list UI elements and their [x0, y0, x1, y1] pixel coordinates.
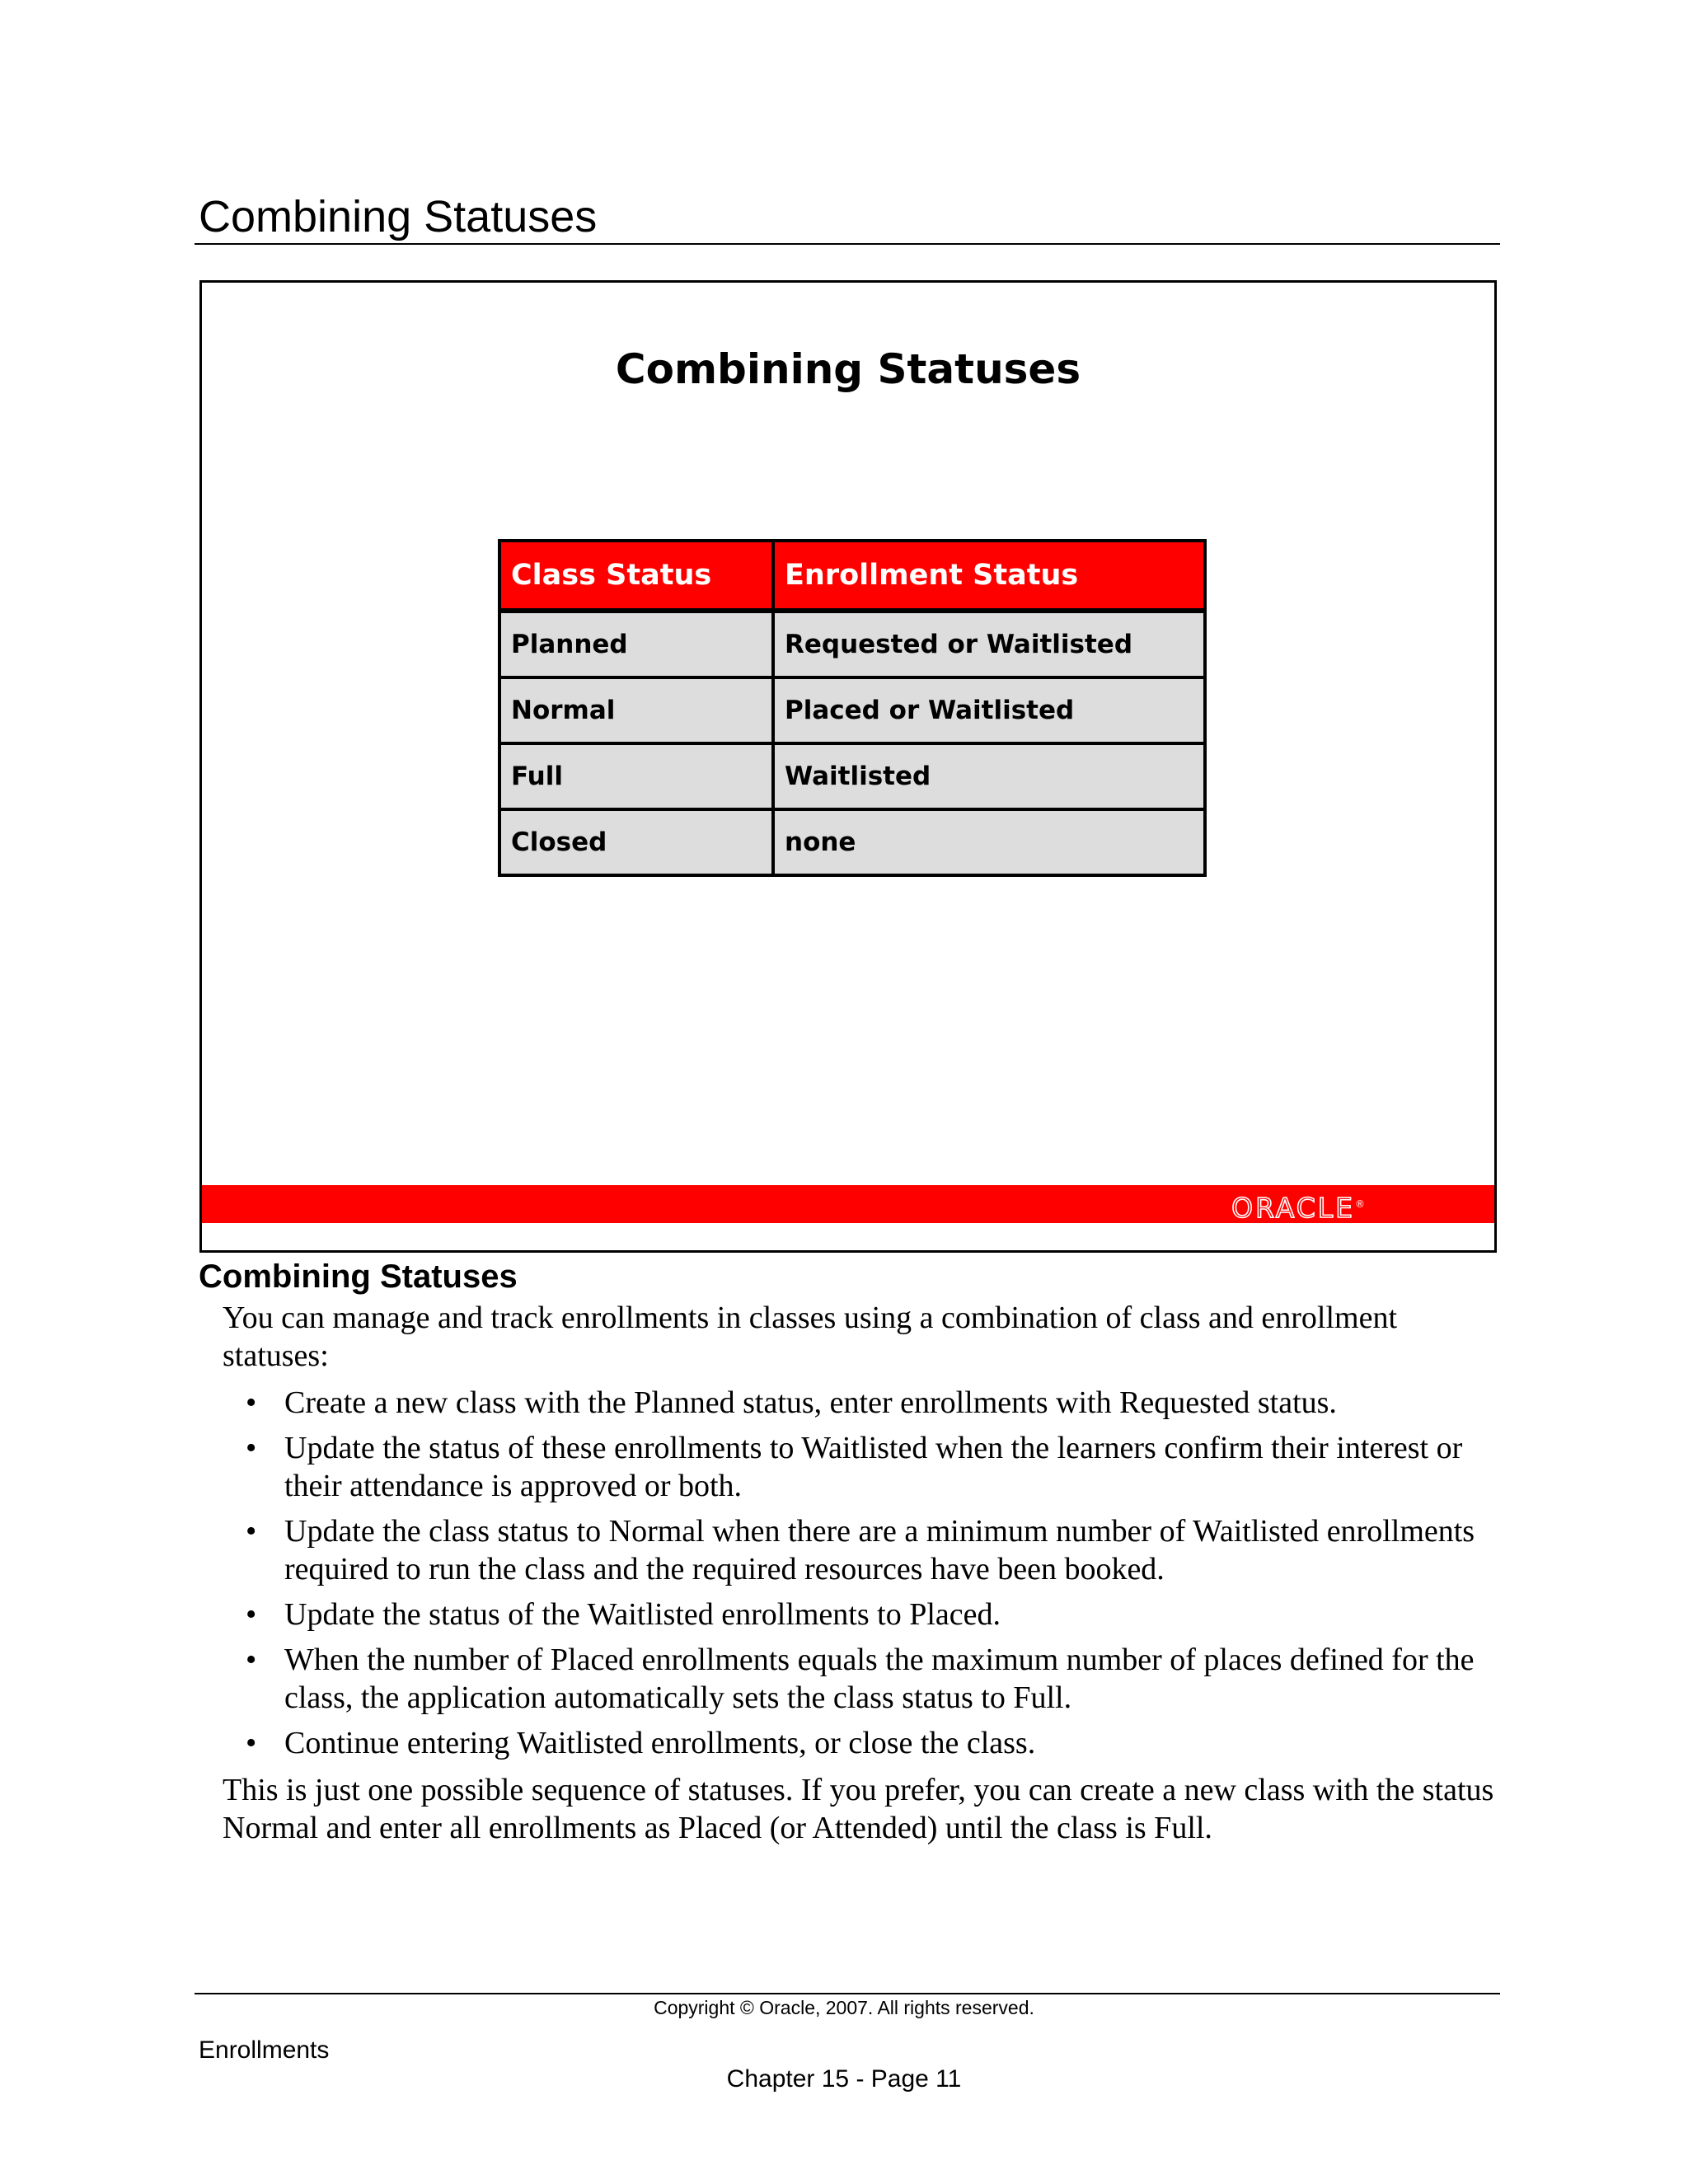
- status-table: [498, 539, 1207, 877]
- footer-page-number: Chapter 15 - Page 11: [726, 2065, 962, 2093]
- column-header-class-status: Class Status: [499, 541, 773, 611]
- list-item: [223, 1724, 1508, 1762]
- list-item: [223, 1512, 1508, 1588]
- table-row: [499, 809, 1205, 875]
- enrollment-status-cell: Requested or Waitlisted: [773, 611, 1205, 677]
- bullet-icon: •: [246, 1726, 257, 1760]
- bullet-icon: •: [246, 1431, 257, 1465]
- notes-intro: You can manage and track enrollments in classes using a combination of class and enrollment statuses:: [223, 1301, 1397, 1373]
- bullet-text: Update the status of the Waitlisted enrollments to Placed.: [284, 1597, 1001, 1632]
- list-item: [223, 1384, 1508, 1422]
- bullet-icon: •: [246, 1385, 257, 1420]
- bullet-text: Create a new class with the Planned status, enter enrollments with Requested status.: [284, 1385, 1337, 1420]
- page-title: Combining Statuses: [199, 192, 598, 241]
- class-status-cell: Normal: [499, 677, 773, 743]
- table-header-row: [499, 541, 1205, 611]
- footer-divider: [195, 1993, 1500, 1994]
- notes-bullet-list: [223, 1384, 1508, 1762]
- slide-frame: [199, 280, 1497, 1253]
- notes-closing: This is just one possible sequence of statuses. If you prefer, you can create a new class with the status Normal and enter all enrollments as Placed (or Attended) until the class is Full.: [223, 1773, 1494, 1845]
- class-status-cell: Planned: [499, 611, 773, 677]
- class-status-cell: Full: [499, 743, 773, 809]
- title-divider: [195, 243, 1500, 245]
- notes-body: [223, 1299, 1508, 1847]
- table-row: [499, 743, 1205, 809]
- oracle-logo-text: ORACLE: [1231, 1192, 1355, 1224]
- bullet-text: Continue entering Waitlisted enrollments, or close the class.: [284, 1726, 1036, 1760]
- notes-heading: Combining Statuses: [199, 1258, 518, 1295]
- bullet-text: When the number of Placed enrollments equals the maximum number of places defined for the class, the application automatically sets the class status to Full.: [284, 1643, 1475, 1715]
- list-item: [223, 1596, 1508, 1633]
- table-row: [499, 677, 1205, 743]
- table-row: [499, 611, 1205, 677]
- footer-section-name: Enrollments: [199, 2036, 330, 2064]
- class-status-cell: Closed: [499, 809, 773, 875]
- bullet-text: Update the status of these enrollments to Waitlisted when the learners confirm their interest or their attendance is approved or both.: [284, 1431, 1463, 1503]
- bullet-text: Update the class status to Normal when there are a minimum number of Waitlisted enrollments required to run the class and the required resources have been booked.: [284, 1514, 1475, 1586]
- bullet-icon: •: [246, 1597, 257, 1632]
- enrollment-status-cell: Placed or Waitlisted: [773, 677, 1205, 743]
- list-item: [223, 1429, 1508, 1505]
- enrollment-status-cell: Waitlisted: [773, 743, 1205, 809]
- column-header-enrollment-status: Enrollment Status: [773, 541, 1205, 611]
- list-item: [223, 1641, 1508, 1717]
- copyright-notice: Copyright © Oracle, 2007. All rights reserved.: [654, 1997, 1034, 2018]
- bullet-icon: •: [246, 1643, 257, 1677]
- enrollment-status-cell: none: [773, 809, 1205, 875]
- slide-title: Combining Statuses: [615, 345, 1081, 393]
- oracle-logo: ORACLE®: [1231, 1192, 1365, 1224]
- bullet-icon: •: [246, 1514, 257, 1549]
